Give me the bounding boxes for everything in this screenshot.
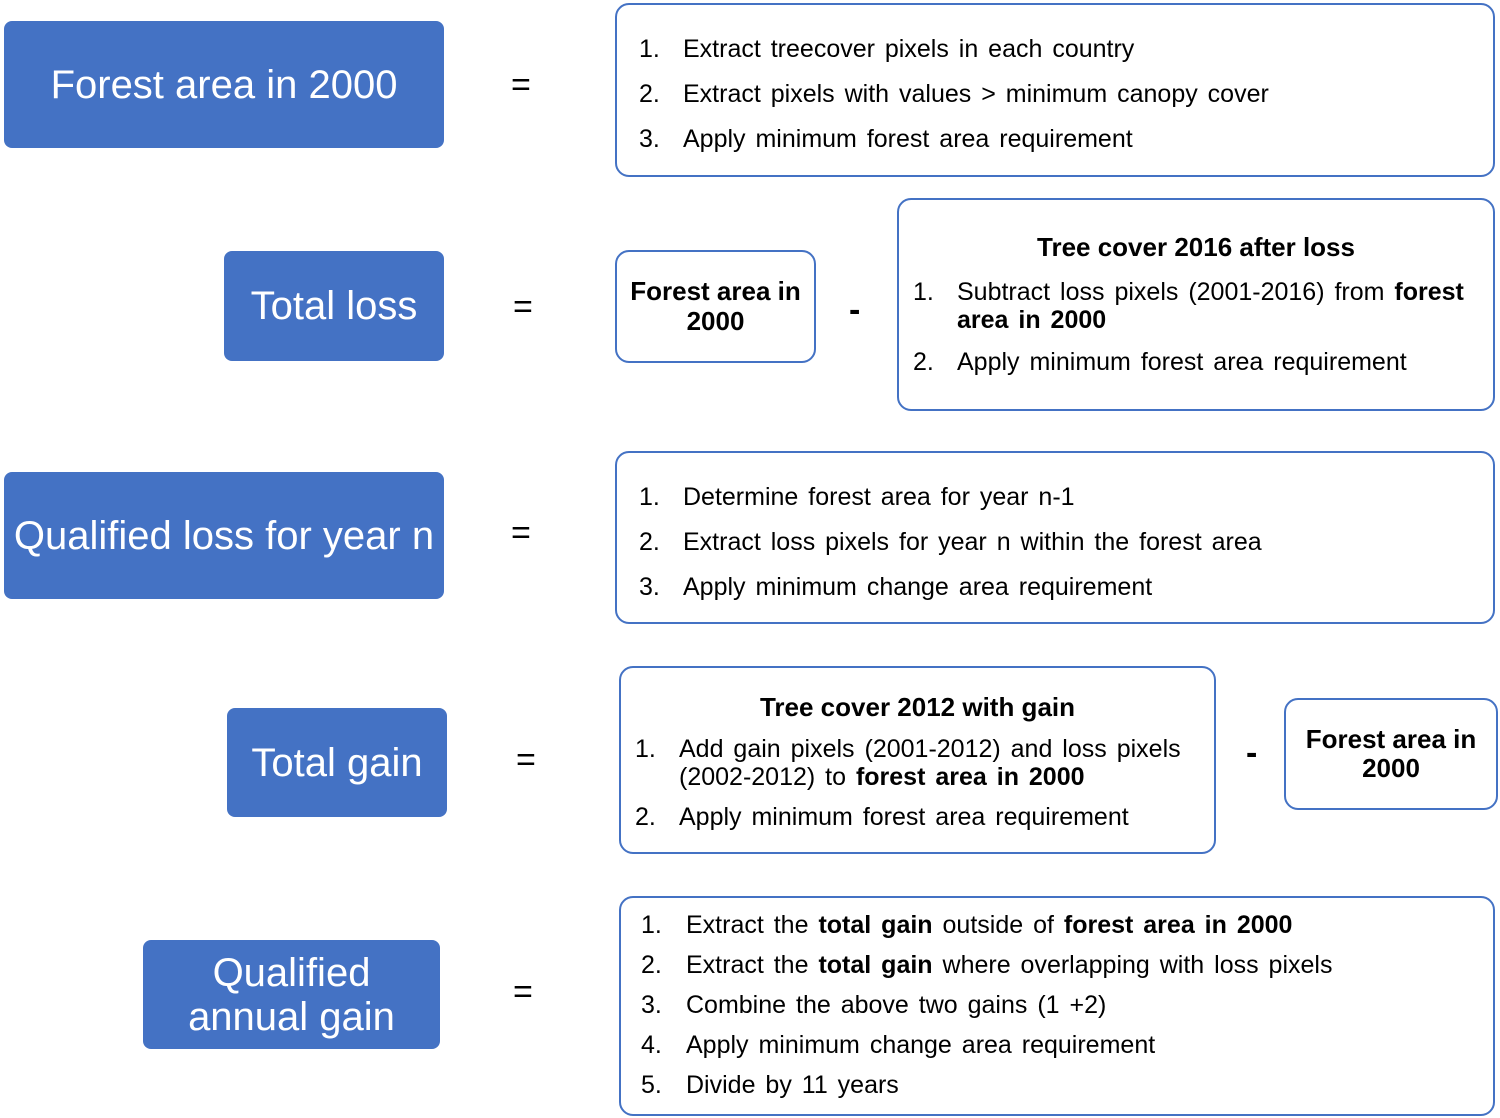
- step-list: [913, 278, 1479, 376]
- step-number: 4.: [641, 1031, 662, 1059]
- step-item: [641, 911, 1473, 939]
- step-text-part: Subtract loss pixels (2001-2016) from: [957, 278, 1395, 306]
- term-total-gain: Total gain: [227, 708, 447, 817]
- equals-sign: =: [513, 973, 533, 1011]
- step-item: [641, 1071, 1473, 1099]
- step-item: [639, 528, 1473, 556]
- definition-box-tree-cover-2012: [619, 666, 1216, 854]
- step-text: [679, 803, 1129, 831]
- step-text: [679, 735, 1200, 791]
- step-number: 1.: [913, 278, 934, 306]
- definition-box-forest-area-2000: [615, 3, 1495, 177]
- step-number: 2.: [635, 803, 656, 831]
- box-title: Tree cover 2016 after loss: [1037, 232, 1355, 262]
- step-text-emphasis: total gain: [818, 911, 933, 939]
- equals-sign: =: [513, 288, 533, 326]
- box-title: Tree cover 2012 with gain: [759, 692, 1076, 722]
- step-text: [683, 528, 1262, 556]
- step-number: 5.: [641, 1071, 662, 1099]
- step-text: [683, 573, 1152, 601]
- step-text-part: Combine the above two gains (1 +2): [686, 991, 1107, 1019]
- operand-label: Forest area in 2000: [1305, 723, 1477, 783]
- equals-sign: =: [511, 66, 531, 104]
- step-text-part: Extract treecover pixels in each country: [683, 35, 1135, 63]
- step-item: [641, 1031, 1473, 1059]
- step-text-part: Extract pixels with values > minimum canopy cover: [683, 80, 1269, 108]
- step-text-part: Extract loss pixels for year n within the forest area: [683, 528, 1262, 556]
- step-text-part: Determine forest area for year n-1: [683, 483, 1075, 511]
- step-number: 2.: [639, 528, 660, 556]
- term-qualified-annual-gain: Qualified annual gain: [143, 940, 440, 1049]
- equals-sign: =: [511, 514, 531, 552]
- operand-box-forest-area-2000: [1284, 698, 1498, 810]
- step-list: [635, 735, 1200, 831]
- step-text: [957, 348, 1407, 376]
- step-text-part: Add gain pixels (2001-2012) and loss pixels (2002-2012) to: [679, 735, 1181, 791]
- step-text: [683, 80, 1269, 108]
- step-text: [686, 991, 1106, 1019]
- step-text-part: Extract the: [686, 951, 819, 979]
- step-text-part: where overlapping with loss pixels: [932, 951, 1333, 979]
- operand-box-forest-area-2000: [615, 250, 816, 363]
- term-qualified-loss-year-n: Qualified loss for year n: [4, 472, 444, 599]
- step-number: 1.: [639, 483, 660, 511]
- step-text-part: Extract the: [686, 911, 819, 939]
- equals-sign: =: [516, 741, 536, 779]
- step-text-emphasis: forest area in 2000: [1063, 911, 1293, 939]
- step-text-part: Apply minimum change area requirement: [686, 1031, 1156, 1059]
- step-text: [683, 125, 1133, 153]
- step-number: 3.: [641, 991, 662, 1019]
- step-number: 3.: [639, 573, 660, 601]
- step-item: [639, 125, 1473, 153]
- term-total-loss: Total loss: [224, 251, 444, 361]
- definition-box-qualified-annual-gain: [619, 896, 1495, 1116]
- step-list: [641, 911, 1473, 1099]
- step-number: 3.: [639, 125, 660, 153]
- step-number: 1.: [635, 735, 656, 763]
- operand-label: Forest area in 2000: [630, 276, 801, 336]
- step-text-emphasis: forest area in 2000: [855, 763, 1085, 791]
- step-item: [639, 483, 1473, 511]
- step-item: [641, 951, 1473, 979]
- step-number: 1.: [639, 35, 660, 63]
- step-text-part: Apply minimum forest area requirement: [683, 125, 1133, 153]
- step-text: [683, 483, 1075, 511]
- step-number: 2.: [639, 80, 660, 108]
- step-list: [639, 35, 1473, 153]
- step-text-part: Apply minimum forest area requirement: [679, 803, 1129, 831]
- term-forest-area-2000: Forest area in 2000: [4, 21, 444, 148]
- step-item: [639, 573, 1473, 601]
- minus-sign: -: [849, 291, 861, 329]
- step-text-part: outside of: [932, 911, 1064, 939]
- step-text-emphasis: forest area in 2000: [957, 278, 1464, 334]
- step-item: [639, 35, 1473, 63]
- step-item: [639, 80, 1473, 108]
- step-item: [641, 991, 1473, 1019]
- step-text-part: Apply minimum forest area requirement: [957, 348, 1407, 376]
- step-item: [913, 278, 1479, 334]
- step-text: [683, 35, 1134, 63]
- step-text-part: Apply minimum change area requirement: [683, 573, 1153, 601]
- step-item: [635, 735, 1200, 791]
- step-item: [635, 803, 1200, 831]
- step-number: 2.: [913, 348, 934, 376]
- step-text-emphasis: total gain: [818, 951, 933, 979]
- step-text: [957, 278, 1479, 334]
- step-text: [686, 951, 1332, 979]
- step-item: [913, 348, 1479, 376]
- step-text: [686, 911, 1292, 939]
- minus-sign: -: [1246, 734, 1258, 772]
- definition-box-tree-cover-2016: [897, 198, 1495, 411]
- step-number: 2.: [641, 951, 662, 979]
- step-list: [639, 483, 1473, 601]
- step-text: [686, 1071, 899, 1099]
- step-text-part: Divide by 11 years: [686, 1071, 899, 1099]
- step-text: [686, 1031, 1155, 1059]
- definition-box-qualified-loss: [615, 451, 1495, 624]
- step-number: 1.: [641, 911, 662, 939]
